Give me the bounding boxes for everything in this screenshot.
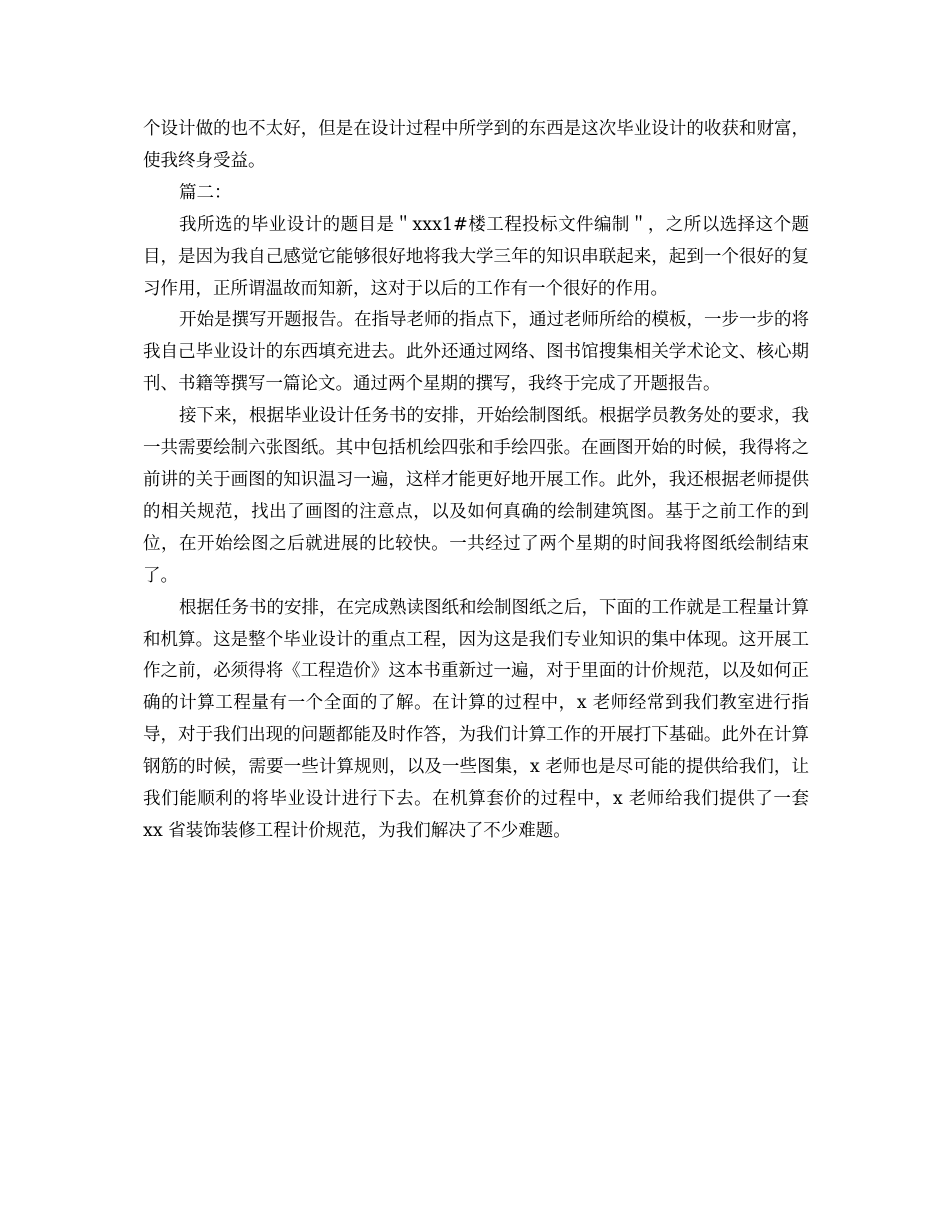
paragraph-topic-choice: 我所选的毕业设计的题目是＂xxx1#楼工程投标文件编制＂，之所以选择这个题目，是因为我自己感觉它能够很好地将我大学三年的知识串联起来，起到一个很好的复习作用，正所谓温故而知新，这对于以后的工作有一个很好的作用。 bbox=[143, 214, 809, 299]
paragraph-continuation: 个设计做的也不太好，但是在设计过程中所学到的东西是这次毕业设计的收获和财富，使我终身受益。 bbox=[143, 119, 809, 171]
section-heading-part-two: 篇二： bbox=[179, 182, 232, 203]
paragraph-quantity-calculation: 根据任务书的安排，在完成熟读图纸和绘制图纸之后，下面的工作就是工程量计算和机算。这是整个毕业设计的重点工程，因为这是我们专业知识的集中体现。这开展工作之前，必须得将《工程造价》这本书重新过一遍，对于里面的计价规范，以及如何正确的计算工程量有一个全面的了解。在计算的过程中，x 老师经常到我们教室进行指导，对于我们出现的问题都能及时作答，为我们计算工作的开展打下基础。此外在计算钢筋的时候，需要一些计算规则，以及一些图集，x 老师也是尽可能的提供给我们，让我们能顺利的将毕业设计进行下去。在机算套价的过程中，x 老师给我们提供了一套 xx 省装饰装修工程计价规范，为我们解决了不少难题。 bbox=[143, 597, 809, 841]
paragraph-drawings: 接下来，根据毕业设计任务书的安排，开始绘制图纸。根据学员教务处的要求，我一共需要绘制六张图纸。其中包括机绘四张和手绘四张。在画图开始的时候，我得将之前讲的关于画图的知识温习一遍，这样才能更好地开展工作。此外，我还根据老师提供的相关规范，找出了画图的注意点，以及如何真确的绘制建筑图。基于之前工作的到位，在开始绘图之后就进展的比较快。一共经过了两个星期的时间我将图纸绘制结束了。 bbox=[143, 406, 809, 586]
paragraph-opening-report: 开始是撰写开题报告。在指导老师的指点下，通过老师所给的模板，一步一步的将我自己毕业设计的东西填充进去。此外还通过网络、图书馆搜集相关学术论文、核心期刊、书籍等撰写一篇论文。通过两个星期的撰写，我终于完成了开题报告。 bbox=[143, 310, 809, 395]
document-body bbox=[143, 114, 809, 848]
